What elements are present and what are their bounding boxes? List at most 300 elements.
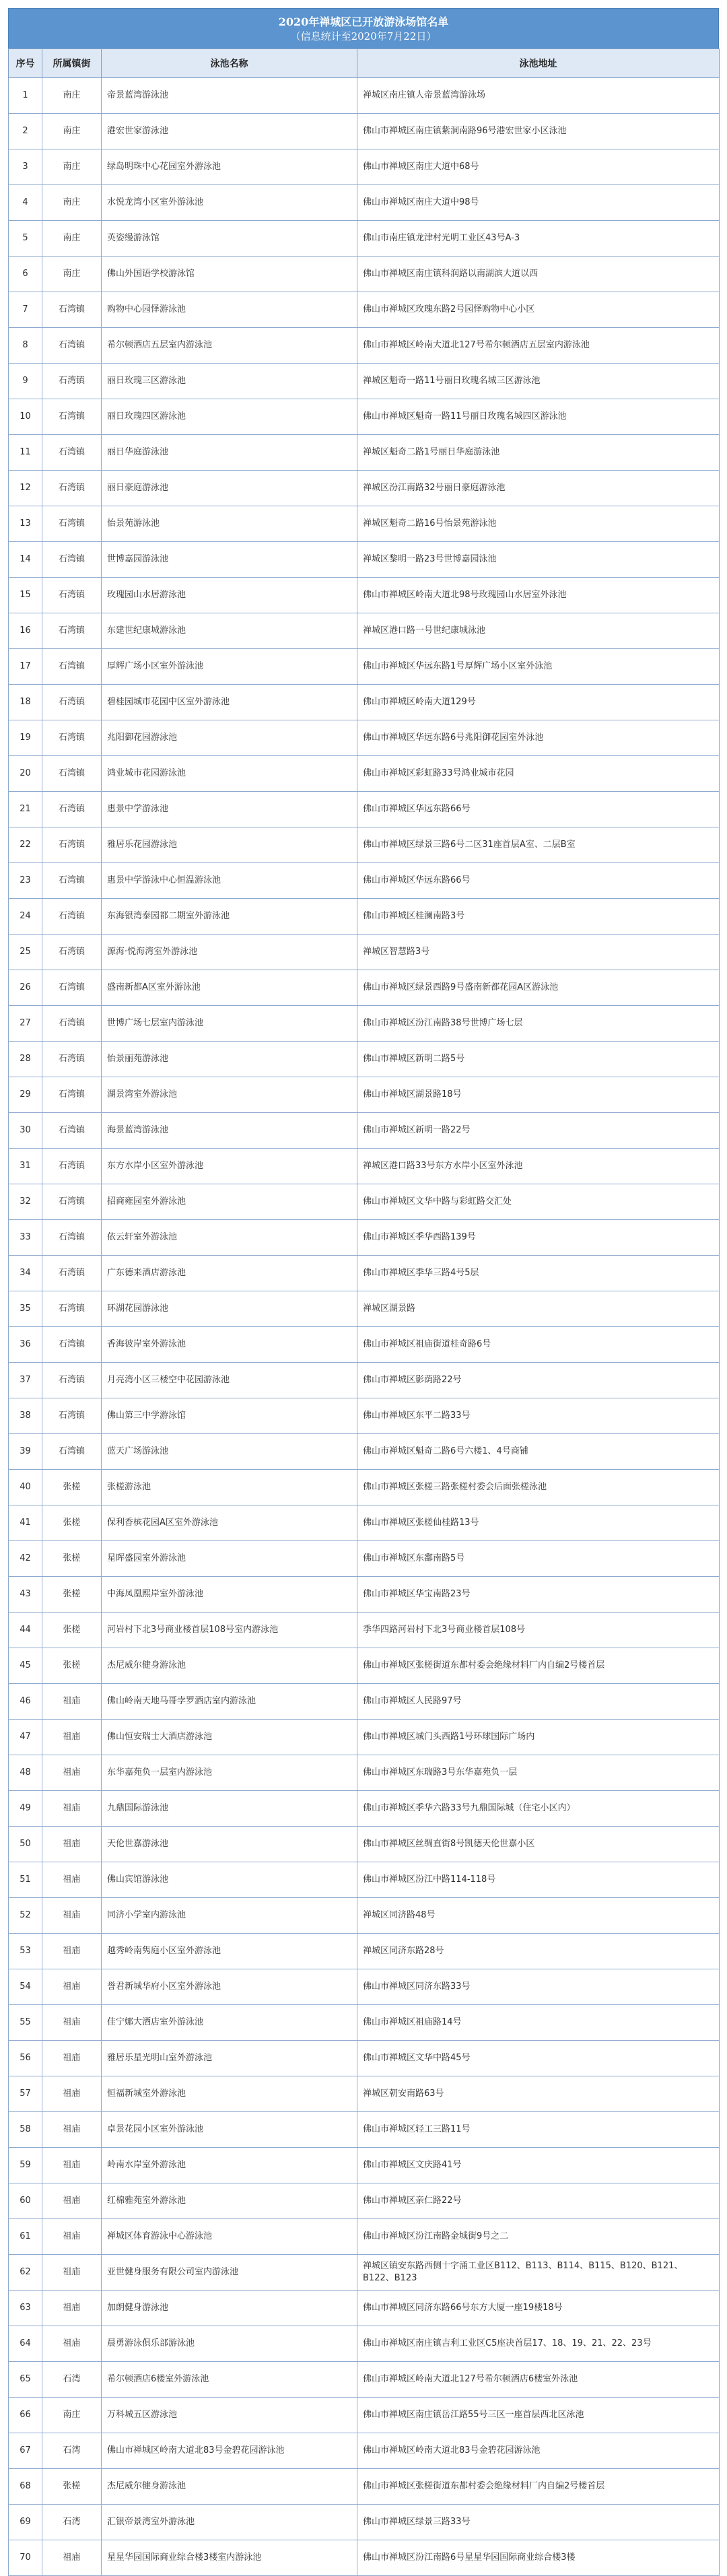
- pool-address: 禅城区朝安南路63号: [357, 2076, 720, 2112]
- row-index: 1: [9, 78, 42, 114]
- pool-address: 佛山市禅城区南庄镇吉利工业区C5座决首层17、18、19、21、22、23号: [357, 2326, 720, 2362]
- pool-address: 佛山市禅城区丝绸直街8号凯德天伦世嘉小区: [357, 1827, 720, 1862]
- pool-address: 佛山市禅城区祖庙路14号: [357, 2005, 720, 2041]
- table-row: [9, 2219, 720, 2255]
- pool-address: 佛山市禅城区影荫路22号: [357, 1363, 720, 1398]
- row-town: 祖庙: [42, 1862, 102, 1898]
- pool-name: 东海银湾泰园都二期室外游泳池: [102, 899, 357, 935]
- table-row: [9, 2362, 720, 2398]
- row-town: 石湾镇: [42, 756, 102, 792]
- row-index: 32: [9, 1184, 42, 1220]
- table-body: [9, 78, 720, 2576]
- row-index: 6: [9, 257, 42, 292]
- pool-name: 晨勇游泳俱乐部游泳池: [102, 2326, 357, 2362]
- column-header-pool-address: 泳池地址: [357, 49, 720, 78]
- row-town: 石湾镇: [42, 1327, 102, 1363]
- table-row: [9, 1827, 720, 1862]
- row-town: 石湾镇: [42, 863, 102, 899]
- row-town: 石湾镇: [42, 685, 102, 720]
- pool-address: 佛山市禅城区桂澜南路3号: [357, 899, 720, 935]
- row-town: 石湾镇: [42, 578, 102, 613]
- pool-name: 亚世健身服务有限公司室内游泳池: [102, 2255, 357, 2291]
- row-town: 石湾镇: [42, 506, 102, 542]
- pool-address: 禅城区同济路48号: [357, 1898, 720, 1934]
- row-town: 张槎: [42, 1577, 102, 1613]
- table-row: [9, 114, 720, 149]
- table-row: [9, 2005, 720, 2041]
- pool-name: 碧桂园城市花园中区室外游泳池: [102, 685, 357, 720]
- pool-address: 禅城区黎明一路23号世博嘉园泳池: [357, 542, 720, 578]
- row-index: 19: [9, 720, 42, 756]
- pool-address: 佛山市禅城区张槎仙桂路13号: [357, 1505, 720, 1541]
- row-town: 祖庙: [42, 1969, 102, 2005]
- pool-address: 佛山市禅城区文华中路与彩虹路交汇处: [357, 1184, 720, 1220]
- pool-address: 佛山市禅城区华远东路1号厚辉广场小区室外泳池: [357, 649, 720, 685]
- table-header-row: [9, 49, 720, 78]
- table-row: [9, 970, 720, 1006]
- table-row: [9, 1684, 720, 1720]
- table-row: [9, 364, 720, 399]
- row-town: 石湾镇: [42, 1149, 102, 1184]
- pool-address: 禅城区同济东路28号: [357, 1934, 720, 1969]
- row-town: 石湾镇: [42, 292, 102, 328]
- row-town: 祖庙: [42, 2183, 102, 2219]
- pool-address: 佛山市禅城区绿景西路9号盛南新都花园A区游泳池: [357, 970, 720, 1006]
- row-index: 41: [9, 1505, 42, 1541]
- pool-name: 佳宁娜大酒店室外游泳池: [102, 2005, 357, 2041]
- document-subtitle: （信息统计至2020年7月22日）: [290, 30, 437, 42]
- pool-name: 惠景中学游泳中心恒温游泳池: [102, 863, 357, 899]
- row-town: 石湾镇: [42, 1113, 102, 1149]
- pool-address: 佛山市禅城区汾江中路114-118号: [357, 1862, 720, 1898]
- pool-address: 禅城区魁奇一路11号丽日玫瑰名城三区游泳池: [357, 364, 720, 399]
- pool-name: 杰尼威尔健身游泳池: [102, 1648, 357, 1684]
- title-banner: [8, 8, 719, 48]
- row-index: 5: [9, 221, 42, 257]
- row-index: 12: [9, 471, 42, 506]
- pool-address: 佛山市禅城区人民路97号: [357, 1684, 720, 1720]
- table-row: [9, 756, 720, 792]
- pool-name: 厚辉广场小区室外游泳池: [102, 649, 357, 685]
- table-row: [9, 649, 720, 685]
- pool-address: 佛山市禅城区亲仁路22号: [357, 2183, 720, 2219]
- pool-name: 佛山外国语学校游泳馆: [102, 257, 357, 292]
- row-index: 61: [9, 2219, 42, 2255]
- table-row: [9, 292, 720, 328]
- row-town: 祖庙: [42, 2219, 102, 2255]
- row-index: 67: [9, 2433, 42, 2469]
- row-index: 46: [9, 1684, 42, 1720]
- table-row: [9, 2505, 720, 2540]
- pool-name: 广东德来酒店游泳池: [102, 1256, 357, 1291]
- row-index: 51: [9, 1862, 42, 1898]
- table-row: [9, 1648, 720, 1684]
- row-town: 南庄: [42, 257, 102, 292]
- row-index: 31: [9, 1149, 42, 1184]
- row-index: 27: [9, 1006, 42, 1042]
- row-index: 30: [9, 1113, 42, 1149]
- pool-address: 佛山市禅城区新明二路5号: [357, 1042, 720, 1077]
- pool-address: 佛山市禅城区岭南大道北127号希尔顿酒店6楼室外泳池: [357, 2362, 720, 2398]
- pool-address: 佛山市禅城区城门头西路1号环球国际广场内: [357, 1720, 720, 1755]
- pool-name: 恒福新城室外游泳池: [102, 2076, 357, 2112]
- pool-address: 佛山市禅城区东瑞路3号东华嘉苑负一层: [357, 1755, 720, 1791]
- pool-address: 佛山市禅城区岭南大道北98号玫瑰园山水居室外泳池: [357, 578, 720, 613]
- row-town: 石湾镇: [42, 471, 102, 506]
- pool-name: 丽日玫瑰四区游泳池: [102, 399, 357, 435]
- pool-name: 招商雍园室外游泳池: [102, 1184, 357, 1220]
- row-index: 64: [9, 2326, 42, 2362]
- table-row: [9, 1398, 720, 1434]
- row-index: 37: [9, 1363, 42, 1398]
- row-town: 祖庙: [42, 1898, 102, 1934]
- row-index: 4: [9, 185, 42, 221]
- row-town: 祖庙: [42, 2326, 102, 2362]
- row-town: 祖庙: [42, 1720, 102, 1755]
- pool-name: 九鼎国际游泳池: [102, 1791, 357, 1827]
- pool-address: 禅城区汾江南路32号丽日豪庭游泳池: [357, 471, 720, 506]
- pool-address: 佛山市禅城区新明一路22号: [357, 1113, 720, 1149]
- table-row: [9, 1149, 720, 1184]
- row-index: 17: [9, 649, 42, 685]
- row-index: 13: [9, 506, 42, 542]
- pool-name: 怡景丽苑游泳池: [102, 1042, 357, 1077]
- row-town: 石湾镇: [42, 613, 102, 649]
- row-town: 石湾镇: [42, 899, 102, 935]
- table-row: [9, 471, 720, 506]
- table-row: [9, 863, 720, 899]
- row-index: 23: [9, 863, 42, 899]
- pool-address: 佛山市禅城区华远东路66号: [357, 863, 720, 899]
- pool-name: 月亮湾小区三楼空中花园游泳池: [102, 1363, 357, 1398]
- pool-address: 佛山市禅城区南庄大道中98号: [357, 185, 720, 221]
- row-town: 石湾镇: [42, 328, 102, 364]
- pool-name: 玫瑰园山水居游泳池: [102, 578, 357, 613]
- row-index: 58: [9, 2112, 42, 2148]
- row-town: 祖庙: [42, 2291, 102, 2326]
- table-row: [9, 2148, 720, 2183]
- row-index: 65: [9, 2362, 42, 2398]
- pool-address: 佛山市禅城区张槎街道东都村委会绝缘材料厂内自编2号楼首层: [357, 1648, 720, 1684]
- row-town: 石湾镇: [42, 1363, 102, 1398]
- row-town: 石湾镇: [42, 792, 102, 827]
- row-index: 18: [9, 685, 42, 720]
- row-index: 56: [9, 2041, 42, 2076]
- pool-address: 佛山市禅城区汾江南路金城街9号之二: [357, 2219, 720, 2255]
- row-town: 石湾镇: [42, 1256, 102, 1291]
- row-index: 48: [9, 1755, 42, 1791]
- row-town: 张槎: [42, 2469, 102, 2505]
- table-row: [9, 1969, 720, 2005]
- table-row: [9, 257, 720, 292]
- row-index: 66: [9, 2398, 42, 2433]
- row-index: 63: [9, 2291, 42, 2326]
- row-town: 祖庙: [42, 1684, 102, 1720]
- pool-address: 佛山市禅城区华远东路66号: [357, 792, 720, 827]
- row-index: 7: [9, 292, 42, 328]
- table-row: [9, 1898, 720, 1934]
- pool-name: 河岩村下北3号商业楼首层108号室内游泳池: [102, 1613, 357, 1648]
- pool-name: 张槎游泳池: [102, 1470, 357, 1505]
- pool-name: 佛山第三中学游泳馆: [102, 1398, 357, 1434]
- row-index: 47: [9, 1720, 42, 1755]
- pool-address: 佛山市禅城区季华西路139号: [357, 1220, 720, 1256]
- table-row: [9, 2469, 720, 2505]
- row-index: 40: [9, 1470, 42, 1505]
- pool-name: 佛山市禅城区岭南大道北83号金碧花园游泳池: [102, 2433, 357, 2469]
- row-town: 石湾: [42, 2505, 102, 2540]
- row-town: 石湾镇: [42, 1006, 102, 1042]
- pool-name: 丽日华庭游泳池: [102, 435, 357, 471]
- table-row: [9, 1291, 720, 1327]
- table-row: [9, 827, 720, 863]
- row-index: 43: [9, 1577, 42, 1613]
- pool-address: 禅城区镇安东路西侧十字涌工业区B112、B113、B114、B115、B120、B121、B122、B123: [357, 2255, 720, 2291]
- row-town: 祖庙: [42, 2540, 102, 2576]
- table-row: [9, 399, 720, 435]
- table-row: [9, 1470, 720, 1505]
- table-row: [9, 2326, 720, 2362]
- pool-name: 环湖花园游泳池: [102, 1291, 357, 1327]
- row-index: 20: [9, 756, 42, 792]
- row-index: 14: [9, 542, 42, 578]
- document-title: 2020年禅城区已开放游泳场馆名单: [278, 15, 449, 28]
- row-town: 张槎: [42, 1613, 102, 1648]
- row-index: 33: [9, 1220, 42, 1256]
- pool-address: 佛山市禅城区南庄镇科润路以南湖滨大道以西: [357, 257, 720, 292]
- table-row: [9, 2291, 720, 2326]
- row-index: 42: [9, 1541, 42, 1577]
- table-row: [9, 1720, 720, 1755]
- pool-name: 保利香槟花园A区室外游泳池: [102, 1505, 357, 1541]
- table-row: [9, 1577, 720, 1613]
- table-row: [9, 1862, 720, 1898]
- pool-address: 佛山市禅城区同济东路66号东方大厦一座19楼18号: [357, 2291, 720, 2326]
- row-index: 15: [9, 578, 42, 613]
- row-town: 南庄: [42, 185, 102, 221]
- pool-address: 季华四路河岩村下北3号商业楼首层108号: [357, 1613, 720, 1648]
- row-town: 南庄: [42, 149, 102, 185]
- row-index: 62: [9, 2255, 42, 2291]
- pool-address: 佛山市禅城区岭南大道北127号希尔顿酒店五层室内游泳池: [357, 328, 720, 364]
- pool-list-table: [8, 48, 720, 2576]
- pool-name: 湖景湾室外游泳池: [102, 1077, 357, 1113]
- table-row: [9, 1042, 720, 1077]
- table-row: [9, 221, 720, 257]
- row-town: 石湾镇: [42, 827, 102, 863]
- document-page: [0, 8, 727, 2563]
- row-index: 36: [9, 1327, 42, 1363]
- pool-name: 杰尼威尔健身游泳池: [102, 2469, 357, 2505]
- pool-address: 佛山市禅城区绿景三路6号二区31座首层A室、二层B室: [357, 827, 720, 863]
- table-row: [9, 578, 720, 613]
- pool-address: 佛山市禅城区华远东路6号兆阳御花园室外泳池: [357, 720, 720, 756]
- row-town: 祖庙: [42, 2041, 102, 2076]
- table-row: [9, 1541, 720, 1577]
- table-row: [9, 685, 720, 720]
- table-row: [9, 435, 720, 471]
- row-index: 45: [9, 1648, 42, 1684]
- row-town: 石湾: [42, 2433, 102, 2469]
- table-row: [9, 1613, 720, 1648]
- pool-address: 佛山市禅城区南庄大道中68号: [357, 149, 720, 185]
- pool-name: 星星华园国际商业综合楼3楼室内游泳池: [102, 2540, 357, 2576]
- pool-name: 佛山岭南天地马哥孛罗酒店室内游泳池: [102, 1684, 357, 1720]
- pool-address: 佛山市禅城区东平二路33号: [357, 1398, 720, 1434]
- pool-name: 购物中心园怿游泳池: [102, 292, 357, 328]
- pool-name: 东方水岸小区室外游泳池: [102, 1149, 357, 1184]
- row-town: 石湾镇: [42, 1042, 102, 1077]
- row-town: 祖庙: [42, 2148, 102, 2183]
- row-town: 石湾镇: [42, 1077, 102, 1113]
- pool-name: 东建世纪康城游泳池: [102, 613, 357, 649]
- pool-address: 禅城区魁奇二路1号丽日华庭游泳池: [357, 435, 720, 471]
- row-index: 9: [9, 364, 42, 399]
- pool-name: 雅居乐星光明山室外游泳池: [102, 2041, 357, 2076]
- table-row: [9, 542, 720, 578]
- pool-address: 佛山市禅城区季华六路33号九鼎国际城（住宅小区内）: [357, 1791, 720, 1827]
- pool-address: 佛山市南庄镇龙津村光明工业区43号A-3: [357, 221, 720, 257]
- pool-address: 佛山市禅城区玫瑰东路2号园怿购物中心小区: [357, 292, 720, 328]
- row-town: 祖庙: [42, 2112, 102, 2148]
- pool-name: 禅城区体育游泳中心游泳池: [102, 2219, 357, 2255]
- row-town: 张槎: [42, 1470, 102, 1505]
- row-index: 60: [9, 2183, 42, 2219]
- row-town: 石湾镇: [42, 1220, 102, 1256]
- table-row: [9, 2112, 720, 2148]
- pool-name: 港宏世家游泳池: [102, 114, 357, 149]
- row-town: 石湾镇: [42, 720, 102, 756]
- pool-name: 汇银帝景湾室外游泳池: [102, 2505, 357, 2540]
- pool-address: 禅城区魁奇二路16号怡景苑游泳池: [357, 506, 720, 542]
- row-index: 26: [9, 970, 42, 1006]
- row-index: 57: [9, 2076, 42, 2112]
- row-index: 16: [9, 613, 42, 649]
- row-town: 石湾镇: [42, 649, 102, 685]
- pool-name: 依云轩室外游泳池: [102, 1220, 357, 1256]
- pool-name: 东华嘉苑负一层室内游泳池: [102, 1755, 357, 1791]
- table-row: [9, 1006, 720, 1042]
- pool-name: 星晖盛园室外游泳池: [102, 1541, 357, 1577]
- row-index: 11: [9, 435, 42, 471]
- table-row: [9, 2076, 720, 2112]
- pool-name: 兆阳御花园游泳池: [102, 720, 357, 756]
- row-index: 55: [9, 2005, 42, 2041]
- row-town: 石湾镇: [42, 1291, 102, 1327]
- row-town: 张槎: [42, 1648, 102, 1684]
- row-town: 石湾: [42, 2362, 102, 2398]
- row-index: 39: [9, 1434, 42, 1470]
- pool-name: 佛山宾馆游泳池: [102, 1862, 357, 1898]
- row-index: 21: [9, 792, 42, 827]
- row-index: 25: [9, 935, 42, 970]
- row-town: 南庄: [42, 78, 102, 114]
- table-row: [9, 78, 720, 114]
- column-header-index: 序号: [9, 49, 42, 78]
- table-row: [9, 1934, 720, 1969]
- pool-name: 丽日豪庭游泳池: [102, 471, 357, 506]
- pool-address: 禅城区港口路一号世纪康城泳池: [357, 613, 720, 649]
- table-row: [9, 2433, 720, 2469]
- table-row: [9, 2540, 720, 2576]
- pool-name: 加朗健身游泳池: [102, 2291, 357, 2326]
- pool-name: 雅居乐花园游泳池: [102, 827, 357, 863]
- pool-address: 佛山市禅城区轻工三路11号: [357, 2112, 720, 2148]
- row-town: 石湾镇: [42, 542, 102, 578]
- row-index: 24: [9, 899, 42, 935]
- row-index: 68: [9, 2469, 42, 2505]
- row-index: 49: [9, 1791, 42, 1827]
- pool-address: 佛山市禅城区岭南大道北83号金碧花园游泳池: [357, 2433, 720, 2469]
- pool-address: 佛山市禅城区绿景三路33号: [357, 2505, 720, 2540]
- pool-address: 佛山市禅城区张槎街道东都村委会绝缘材料厂内自编2号楼首层: [357, 2469, 720, 2505]
- pool-address: 佛山市禅城区彩虹路33号鸿业城市花园: [357, 756, 720, 792]
- row-index: 2: [9, 114, 42, 149]
- pool-name: 同济小学室内游泳池: [102, 1898, 357, 1934]
- row-index: 28: [9, 1042, 42, 1077]
- pool-address: 佛山市禅城区文华中路45号: [357, 2041, 720, 2076]
- row-index: 29: [9, 1077, 42, 1113]
- pool-address: 佛山市禅城区南庄镇紫洞南路96号港宏世家小区泳池: [357, 114, 720, 149]
- pool-name: 天伦世嘉游泳池: [102, 1827, 357, 1862]
- pool-name: 丽日玫瑰三区游泳池: [102, 364, 357, 399]
- row-town: 南庄: [42, 114, 102, 149]
- row-town: 石湾镇: [42, 364, 102, 399]
- pool-name: 希尔顿酒店五层室内游泳池: [102, 328, 357, 364]
- pool-name: 英姿缦游泳馆: [102, 221, 357, 257]
- pool-address: 禅城区南庄镇人帝景蓝湾游泳场: [357, 78, 720, 114]
- row-town: 南庄: [42, 2398, 102, 2433]
- pool-name: 希尔顿酒店6楼室外游泳池: [102, 2362, 357, 2398]
- pool-name: 绿岛明珠中心花园室外游泳池: [102, 149, 357, 185]
- table-row: [9, 185, 720, 221]
- row-town: 祖庙: [42, 1755, 102, 1791]
- pool-name: 誉君新城华府小区室外游泳池: [102, 1969, 357, 2005]
- pool-name: 万科城五区游泳池: [102, 2398, 357, 2433]
- table-row: [9, 2398, 720, 2433]
- pool-address: 佛山市禅城区同济东路33号: [357, 1969, 720, 2005]
- table-row: [9, 2041, 720, 2076]
- pool-name: 盛南新都A区室外游泳池: [102, 970, 357, 1006]
- row-town: 祖庙: [42, 2255, 102, 2291]
- row-index: 22: [9, 827, 42, 863]
- table-row: [9, 2183, 720, 2219]
- row-town: 石湾镇: [42, 1184, 102, 1220]
- row-index: 34: [9, 1256, 42, 1291]
- pool-name: 香海彼岸室外游泳池: [102, 1327, 357, 1363]
- table-row: [9, 2255, 720, 2291]
- pool-address: 佛山市禅城区岭南大道129号: [357, 685, 720, 720]
- row-index: 8: [9, 328, 42, 364]
- row-index: 50: [9, 1827, 42, 1862]
- pool-address: 佛山市禅城区季华三路4号5层: [357, 1256, 720, 1291]
- column-header-pool-name: 泳池名称: [102, 49, 357, 78]
- row-town: 石湾镇: [42, 970, 102, 1006]
- pool-address: 佛山市禅城区张槎三路张槎村委会后面张槎泳池: [357, 1470, 720, 1505]
- row-town: 祖庙: [42, 1934, 102, 1969]
- pool-address: 佛山市禅城区华宝南路23号: [357, 1577, 720, 1613]
- table-row: [9, 1755, 720, 1791]
- table-row: [9, 506, 720, 542]
- table-row: [9, 328, 720, 364]
- row-index: 70: [9, 2540, 42, 2576]
- pool-name: 帝景蓝湾游泳池: [102, 78, 357, 114]
- row-town: 张槎: [42, 1541, 102, 1577]
- row-town: 石湾镇: [42, 1434, 102, 1470]
- pool-address: 佛山市禅城区文庆路41号: [357, 2148, 720, 2183]
- table-row: [9, 1077, 720, 1113]
- row-index: 59: [9, 2148, 42, 2183]
